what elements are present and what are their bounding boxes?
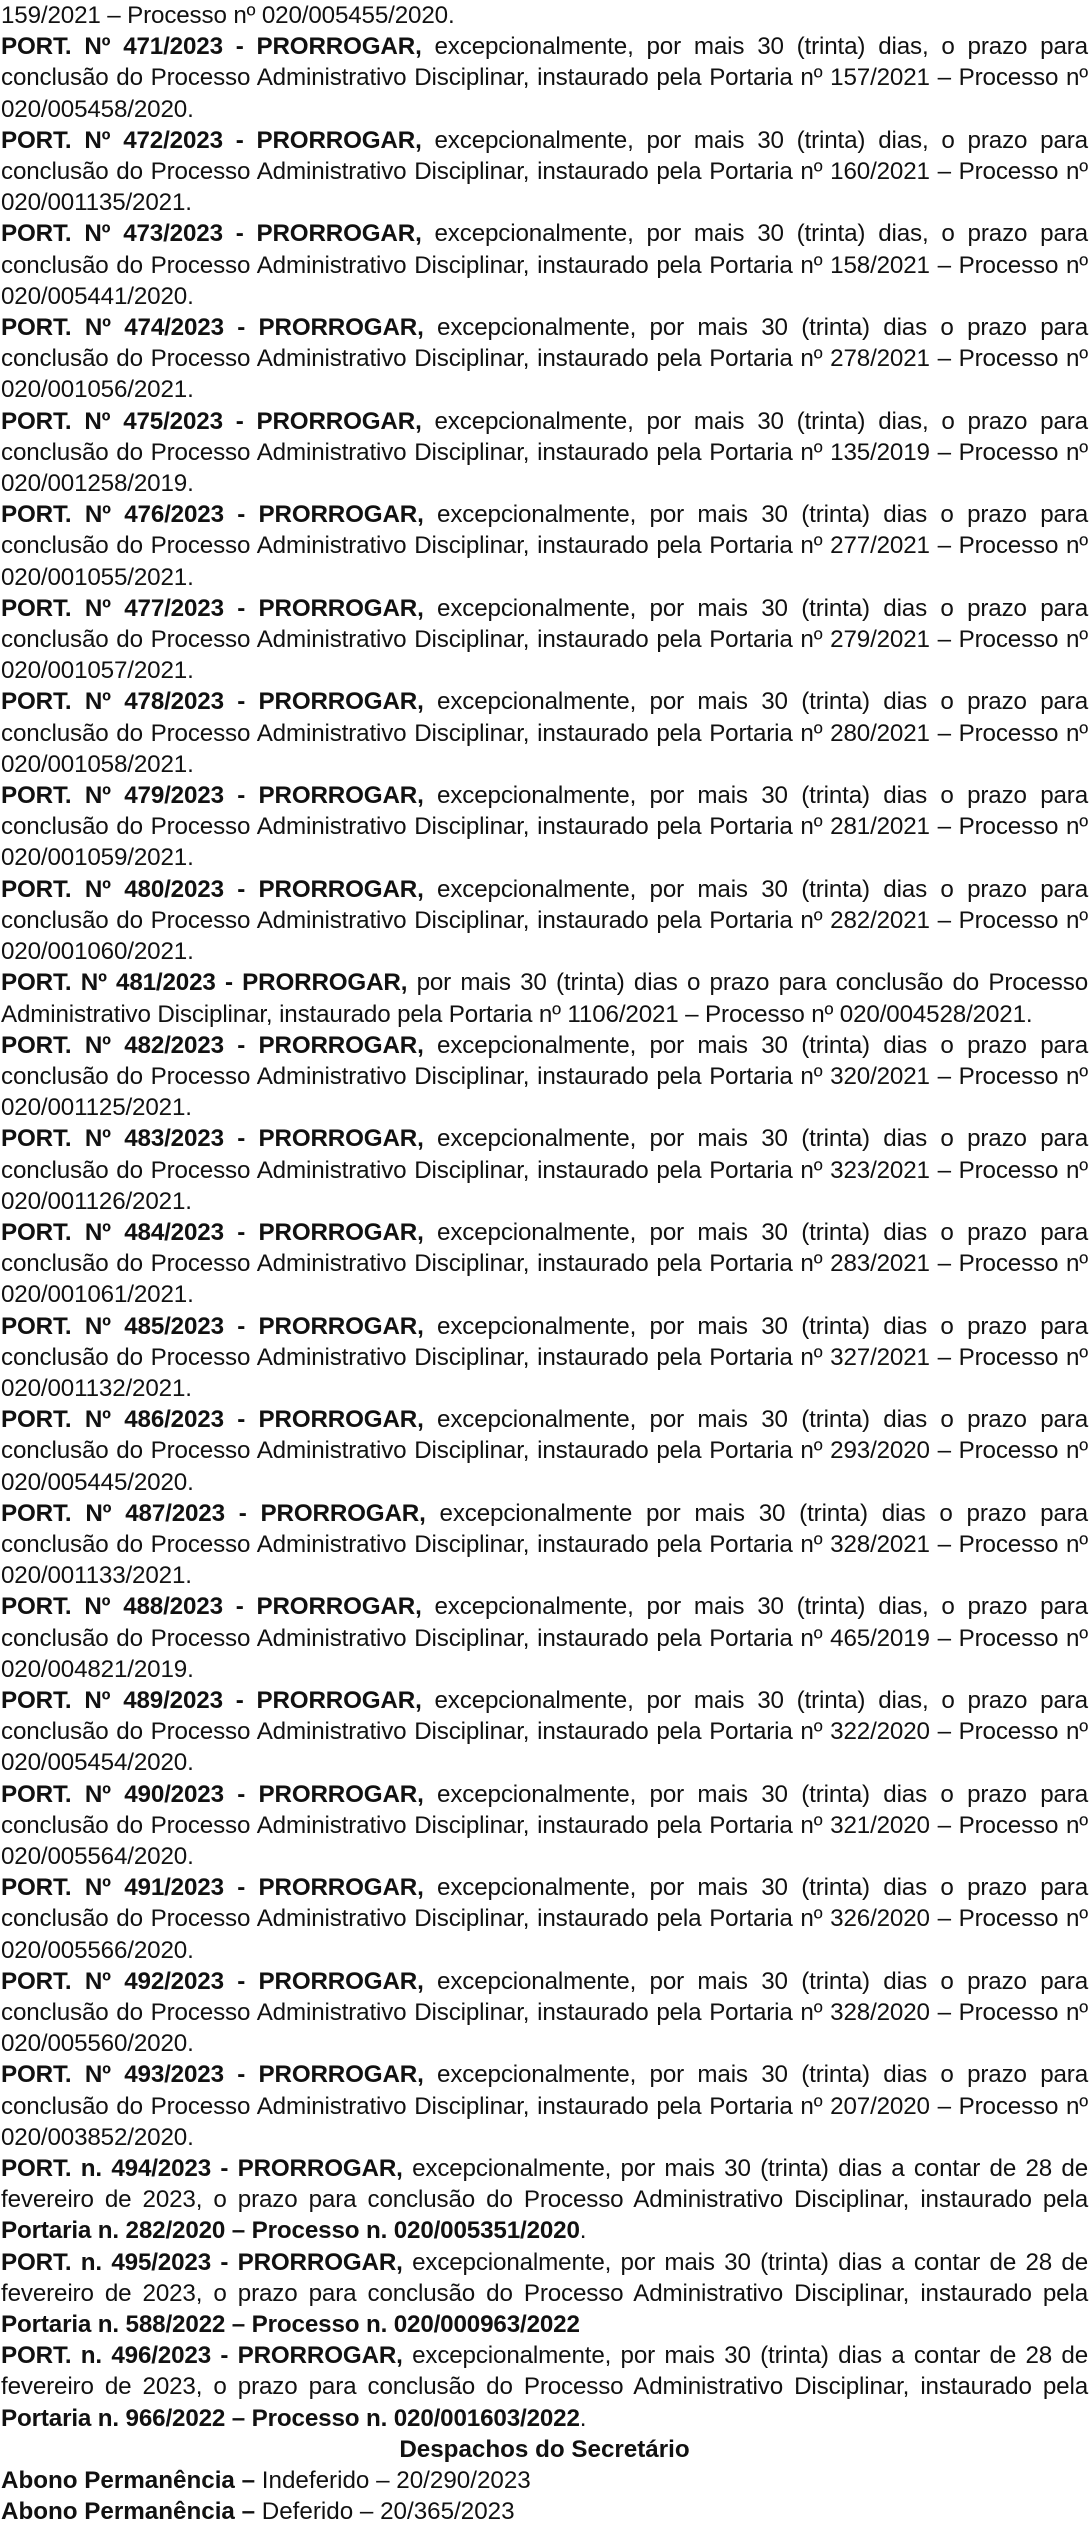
despacho-label: Abono Permanência – (1, 2467, 256, 2495)
portaria-body: excepcionalmente, por mais 30 (trinta) dias, o prazo para conclusão do Processo Administrativo Disciplinar, instaurado pela Portaria nº 322/2020 – Processo nº 020/005454/2020. (1, 1686, 1088, 1777)
portaria-body: excepcionalmente por mais 30 (trinta) dias o prazo para conclusão do Processo Administrativo Disciplinar, instaurado pela Portaria nº 328/2021 – Processo nº 020/001133/2021. (1, 1499, 1088, 1590)
portaria-entry (1, 2247, 1088, 2341)
portaria-entry (1, 967, 1088, 1029)
portaria-entry (1, 2340, 1088, 2434)
portaria-body: excepcionalmente, por mais 30 (trinta) dias o prazo para conclusão do Processo Administrativo Disciplinar, instaurado pela Portaria nº 323/2021 – Processo nº 020/001126/2021. (1, 1125, 1088, 1215)
portaria-entry (1, 1217, 1088, 1311)
portaria-head: PORT. Nº 487/2023 - PRORROGAR, (1, 1499, 426, 1527)
portaria-entry (1, 1030, 1088, 1124)
portaria-head: PORT. Nº 482/2023 - PRORROGAR, (1, 1031, 424, 1059)
portarias-extended-list (1, 2153, 1088, 2434)
portaria-head: PORT. Nº 492/2023 - PRORROGAR, (1, 1967, 424, 1995)
portaria-body: excepcionalmente, por mais 30 (trinta) dias o prazo para conclusão do Processo Administrativo Disciplinar, instaurado pela Portaria nº 327/2021 – Processo nº 020/001132/2021. (1, 1312, 1088, 1402)
portaria-head: PORT. Nº 471/2023 - PRORROGAR, (1, 33, 422, 61)
portaria-head: PORT. Nº 483/2023 - PRORROGAR, (1, 1125, 424, 1153)
portaria-body: excepcionalmente, por mais 30 (trinta) dias a contar de 28 de fevereiro de 2023, o prazo para conclusão do Processo Administrativo Disciplinar, instaurado pela (1, 2155, 1088, 2214)
despacho-value: Deferido – 20/365/2023 (255, 2498, 515, 2526)
portaria-body: excepcionalmente, por mais 30 (trinta) dias o prazo para conclusão do Processo Administrativo Disciplinar, instaurado pela Portaria nº 280/2021 – Processo nº 020/001058/2021. (1, 688, 1088, 778)
portaria-head: PORT. Nº 478/2023 - PRORROGAR, (1, 688, 424, 716)
portaria-tail: . (579, 2404, 587, 2432)
portaria-entry (1, 1591, 1088, 1685)
portaria-body: excepcionalmente, por mais 30 (trinta) dias o prazo para conclusão do Processo Administrativo Disciplinar, instaurado pela Portaria nº 293/2020 – Processo nº 020/005445/2020. (1, 1406, 1088, 1496)
despacho-entry (1, 2465, 1088, 2496)
portaria-body: excepcionalmente, por mais 30 (trinta) dias a contar de 28 de fevereiro de 2023, o prazo para conclusão do Processo Administrativo Disciplinar, instaurado pela (1, 2248, 1088, 2307)
portaria-body: excepcionalmente, por mais 30 (trinta) dias a contar de 28 de fevereiro de 2023, o prazo para conclusão do Processo Administrativo Disciplinar, instaurado pela (1, 2342, 1088, 2401)
portaria-body: excepcionalmente, por mais 30 (trinta) dias o prazo para conclusão do Processo Administrativo Disciplinar, instaurado pela Portaria nº 321/2020 – Processo nº 020/005564/2020. (1, 1780, 1088, 1870)
portaria-entry (1, 125, 1088, 219)
portaria-head: PORT. Nº 484/2023 - PRORROGAR, (1, 1218, 424, 1246)
portaria-body: excepcionalmente, por mais 30 (trinta) dias o prazo para conclusão do Processo Administrativo Disciplinar, instaurado pela Portaria nº 326/2020 – Processo nº 020/005566/2020. (1, 1874, 1088, 1964)
portaria-entry (1, 1498, 1088, 1592)
portaria-head: PORT. Nº 493/2023 - PRORROGAR, (1, 2061, 424, 2089)
portaria-entry (1, 312, 1088, 406)
portaria-head: PORT. n. 495/2023 - PRORROGAR, (1, 2248, 403, 2276)
portaria-head: PORT. Nº 477/2023 - PRORROGAR, (1, 594, 424, 622)
portaria-body: excepcionalmente, por mais 30 (trinta) dias, o prazo para conclusão do Processo Administrativo Disciplinar, instaurado pela Portaria nº 158/2021 – Processo nº 020/005441/2020. (1, 220, 1088, 310)
portaria-entry (1, 2153, 1088, 2247)
portaria-entry (1, 1966, 1088, 2060)
portaria-body: excepcionalmente, por mais 30 (trinta) dias, o prazo para conclusão do Processo Administrativo Disciplinar, instaurado pela Portaria nº 465/2019 – Processo nº 020/004821/2019. (1, 1593, 1088, 1683)
portaria-body: excepcionalmente, por mais 30 (trinta) dias o prazo para conclusão do Processo Administrativo Disciplinar, instaurado pela Portaria nº 207/2020 – Processo nº 020/003852/2020. (1, 2061, 1088, 2151)
portaria-body: excepcionalmente, por mais 30 (trinta) dias, o prazo para conclusão do Processo Administrativo Disciplinar, instaurado pela Portaria nº 135/2019 – Processo nº 020/001258/2019. (1, 407, 1088, 498)
portaria-entry (1, 1779, 1088, 1873)
portaria-entry (1, 780, 1088, 874)
despachos-list (1, 2465, 1088, 2527)
portaria-body: excepcionalmente, por mais 30 (trinta) dias o prazo para conclusão do Processo Administrativo Disciplinar, instaurado pela Portaria nº 328/2020 – Processo nº 020/005560/2020. (1, 1967, 1088, 2058)
despacho-label: Abono Permanência – (1, 2498, 256, 2526)
portaria-head: PORT. Nº 488/2023 - PRORROGAR, (1, 1593, 422, 1621)
portaria-entry (1, 1311, 1088, 1405)
portaria-head: PORT. Nº 481/2023 - PRORROGAR, (1, 969, 408, 997)
portaria-body: excepcionalmente, por mais 30 (trinta) dias o prazo para conclusão do Processo Administrativo Disciplinar, instaurado pela Portaria nº 279/2021 – Processo nº 020/001057/2021. (1, 594, 1088, 685)
portaria-body: excepcionalmente, por mais 30 (trinta) dias o prazo para conclusão do Processo Administrativo Disciplinar, instaurado pela Portaria nº 281/2021 – Processo nº 020/001059/2021. (1, 782, 1088, 872)
portaria-body: excepcionalmente, por mais 30 (trinta) dias o prazo para conclusão do Processo Administrativo Disciplinar, instaurado pela Portaria nº 277/2021 – Processo nº 020/001055/2021. (1, 501, 1088, 591)
portaria-entry (1, 499, 1088, 593)
portaria-entry (1, 1404, 1088, 1498)
portarias-list (1, 31, 1088, 2153)
portaria-tail: . (579, 2217, 587, 2245)
portaria-body: excepcionalmente, por mais 30 (trinta) dias o prazo para conclusão do Processo Administrativo Disciplinar, instaurado pela Portaria nº 320/2021 – Processo nº 020/001125/2021. (1, 1031, 1088, 1122)
portaria-head: PORT. Nº 473/2023 - PRORROGAR, (1, 220, 422, 248)
portaria-entry (1, 218, 1088, 312)
portaria-head: PORT. Nº 476/2023 - PRORROGAR, (1, 501, 424, 529)
despacho-entry (1, 2496, 1088, 2527)
portaria-head: PORT. Nº 480/2023 - PRORROGAR, (1, 875, 424, 903)
portaria-body: excepcionalmente, por mais 30 (trinta) dias o prazo para conclusão do Processo Administrativo Disciplinar, instaurado pela Portaria nº 278/2021 – Processo nº 020/001056/2021. (1, 314, 1088, 404)
portaria-entry (1, 31, 1088, 125)
portaria-body: excepcionalmente, por mais 30 (trinta) dias o prazo para conclusão do Processo Administrativo Disciplinar, instaurado pela Portaria nº 282/2021 – Processo nº 020/001060/2021. (1, 875, 1088, 966)
portaria-body: por mais 30 (trinta) dias o prazo para conclusão do Processo Administrativo Disciplinar, instaurado pela Portaria nº 1106/2021 – Processo nº 020/004528/2021. (1, 969, 1088, 1028)
portaria-entry (1, 2059, 1088, 2153)
portaria-reference: Portaria n. 588/2022 – Processo n. 020/000963/2022 (1, 2311, 580, 2339)
portaria-body: excepcionalmente, por mais 30 (trinta) dias, o prazo para conclusão do Processo Administrativo Disciplinar, instaurado pela Portaria nº 157/2021 – Processo nº 020/005458/2020. (1, 33, 1088, 123)
portaria-body: excepcionalmente, por mais 30 (trinta) dias o prazo para conclusão do Processo Administrativo Disciplinar, instaurado pela Portaria nº 283/2021 – Processo nº 020/001061/2021. (1, 1218, 1088, 1309)
portaria-head: PORT. Nº 490/2023 - PRORROGAR, (1, 1780, 424, 1808)
portaria-entry (1, 406, 1088, 500)
portaria-body: excepcionalmente, por mais 30 (trinta) dias, o prazo para conclusão do Processo Administrativo Disciplinar, instaurado pela Portaria nº 160/2021 – Processo nº 020/001135/2021. (1, 126, 1088, 217)
portaria-head: PORT. Nº 491/2023 - PRORROGAR, (1, 1874, 424, 1902)
portaria-head: PORT. Nº 474/2023 - PRORROGAR, (1, 314, 424, 342)
top-fragment: 159/2021 – Processo nº 020/005455/2020. (1, 2, 455, 29)
despacho-value: Indeferido – 20/290/2023 (255, 2467, 531, 2495)
portaria-head: PORT. n. 496/2023 - PRORROGAR, (1, 2342, 403, 2370)
portaria-entry (1, 1685, 1088, 1779)
portaria-head: PORT. Nº 485/2023 - PRORROGAR, (1, 1312, 424, 1340)
portaria-entry (1, 1123, 1088, 1217)
portaria-head: PORT. Nº 479/2023 - PRORROGAR, (1, 782, 424, 810)
portaria-entry (1, 874, 1088, 968)
portaria-entry (1, 1872, 1088, 1966)
portaria-head: PORT. Nº 486/2023 - PRORROGAR, (1, 1406, 424, 1434)
section-heading: Despachos do Secretário (399, 2435, 690, 2463)
portaria-head: PORT. n. 494/2023 - PRORROGAR, (1, 2155, 403, 2183)
portaria-entry (1, 593, 1088, 687)
portaria-head: PORT. Nº 472/2023 - PRORROGAR, (1, 126, 422, 154)
portaria-entry (1, 686, 1088, 780)
portaria-head: PORT. Nº 489/2023 - PRORROGAR, (1, 1686, 422, 1714)
portaria-reference: Portaria n. 966/2022 – Processo n. 020/001603/2022 (1, 2404, 580, 2432)
portaria-reference: Portaria n. 282/2020 – Processo n. 020/005351/2020 (1, 2217, 580, 2245)
portaria-head: PORT. Nº 475/2023 - PRORROGAR, (1, 407, 422, 435)
